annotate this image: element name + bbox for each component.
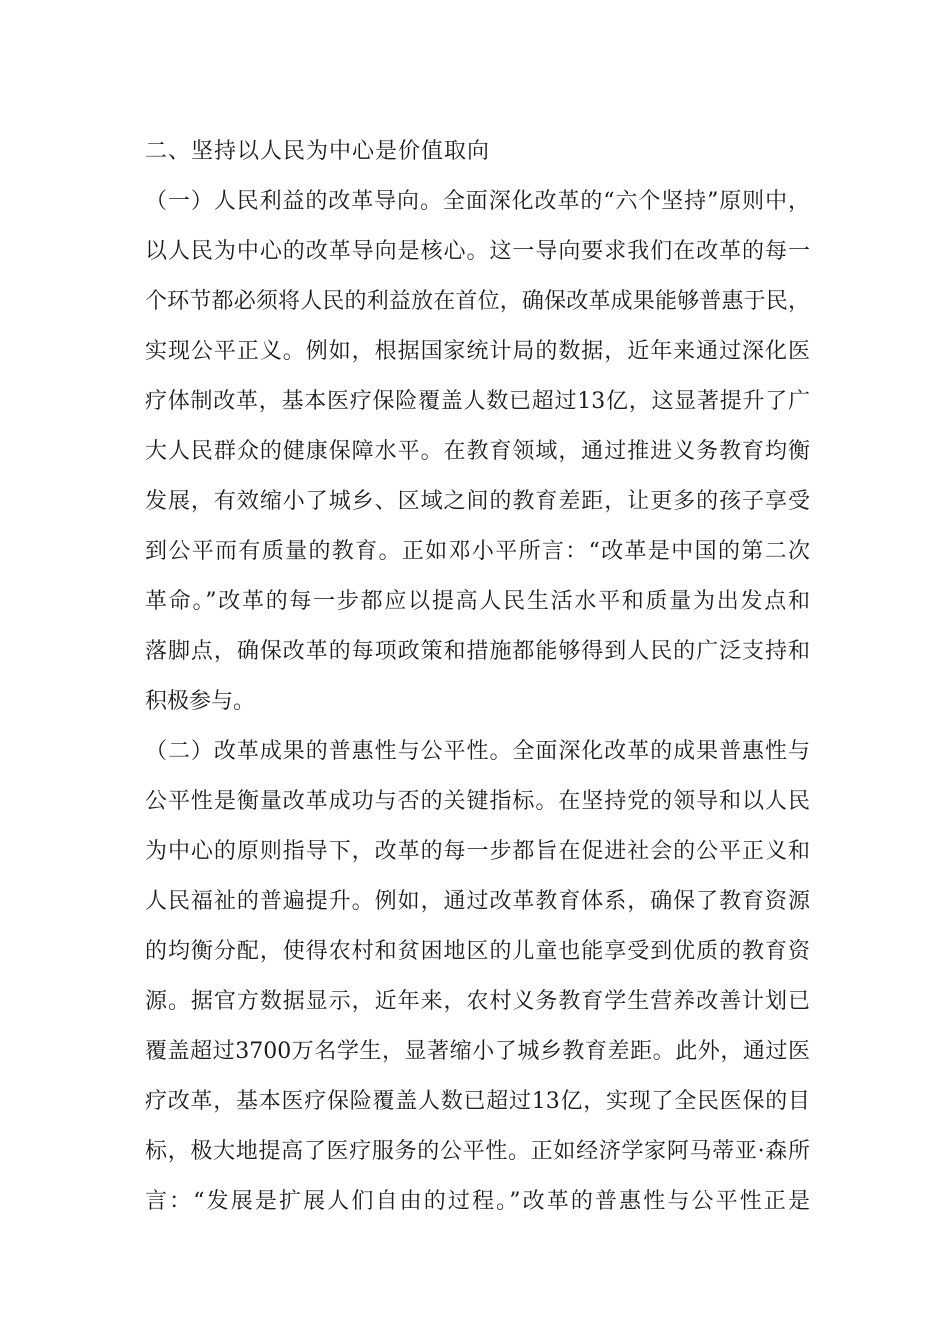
paragraph-line: 人民福祉的普遍提升。例如，通过改革教育体系，确保了教育资源 (145, 889, 810, 914)
paragraph-line: 大人民群众的健康保障水平。在教育领域，通过推进义务教育均衡 (145, 439, 810, 464)
paragraph-line: （二）改革成果的普惠性与公平性。全面深化改革的成果普惠性与 (145, 739, 810, 764)
paragraph-line: 覆盖超过3700万名学生，显著缩小了城乡教育差距。此外，通过医 (145, 1039, 810, 1064)
paragraph-line: 源。据官方数据显示，近年来，农村义务教育学生营养改善计划已 (145, 989, 810, 1014)
paragraph-line: 积极参与。 (145, 689, 256, 714)
paragraph-line: （一）人民利益的改革导向。全面深化改革的“六个坚持”原则中， (145, 189, 810, 214)
paragraph-line: 以人民为中心的改革导向是核心。这一导向要求我们在改革的每一 (145, 239, 810, 264)
paragraph-line: 革命。”改革的每一步都应以提高人民生活水平和质量为出发点和 (145, 589, 810, 614)
paragraph-line: 实现公平正义。例如，根据国家统计局的数据，近年来通过深化医 (145, 339, 810, 364)
section-heading: 二、坚持以人民为中心是价值取向 (145, 139, 491, 164)
paragraph-line: 言：“发展是扩展人们自由的过程。”改革的普惠性与公平性正是 (145, 1189, 810, 1214)
paragraph-line: 疗改革，基本医疗保险覆盖人数已超过13亿，实现了全民医保的目 (145, 1089, 810, 1114)
paragraph-line: 个环节都必须将人民的利益放在首位，确保改革成果能够普惠于民， (145, 289, 810, 314)
paragraph-line: 为中心的原则指导下，改革的每一步都旨在促进社会的公平正义和 (145, 839, 810, 864)
paragraph-line: 公平性是衡量改革成功与否的关键指标。在坚持党的领导和以人民 (145, 789, 810, 814)
paragraph-line: 的均衡分配，使得农村和贫困地区的儿童也能享受到优质的教育资 (145, 939, 810, 964)
paragraph-line: 疗体制改革，基本医疗保险覆盖人数已超过13亿，这显著提升了广 (145, 389, 810, 414)
paragraph-line: 到公平而有质量的教育。正如邓小平所言：“改革是中国的第二次 (145, 539, 810, 564)
paragraph-line: 落脚点，确保改革的每项政策和措施都能够得到人民的广泛支持和 (145, 639, 810, 664)
paragraph-line: 标，极大地提高了医疗服务的公平性。正如经济学家阿马蒂亚·森所 (145, 1139, 810, 1164)
paragraph-line: 发展，有效缩小了城乡、区域之间的教育差距，让更多的孩子享受 (145, 489, 810, 514)
